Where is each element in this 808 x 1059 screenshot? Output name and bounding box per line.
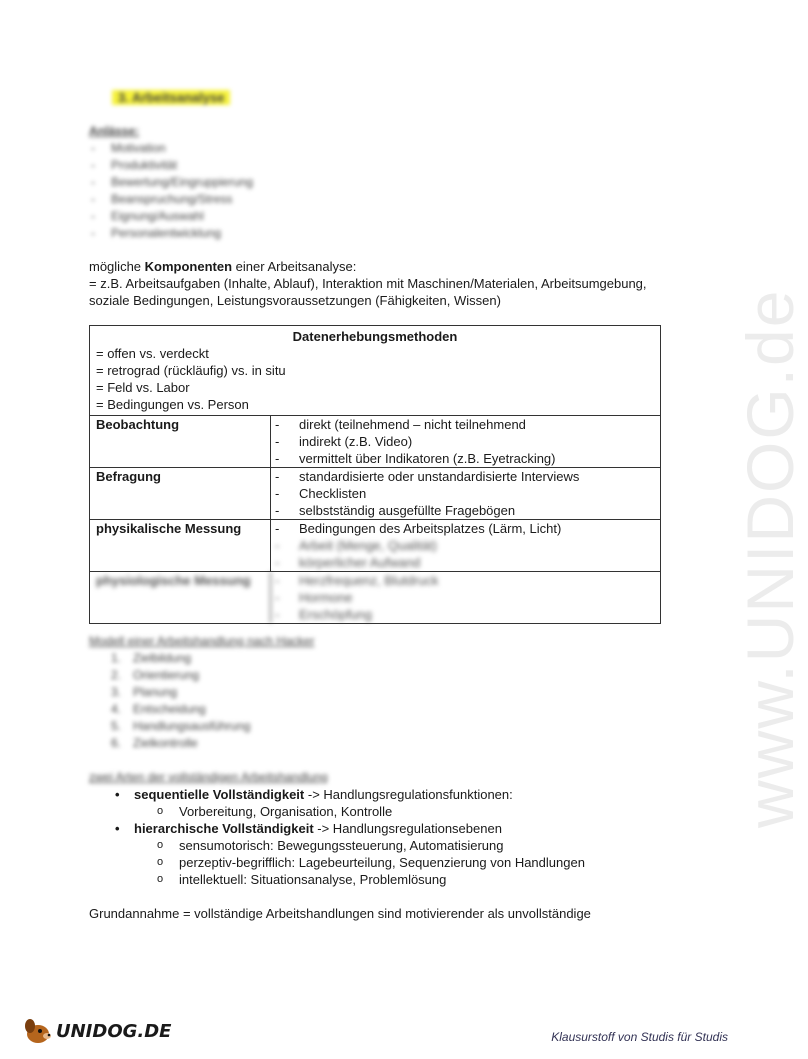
komponenten-line2: = z.B. Arbeitsaufgaben (Inhalte, Ablauf), Interaktion mit Maschinen/Materialen, Arbeitsumgebung,: [89, 276, 647, 291]
dog-icon: [22, 1016, 54, 1046]
watermark: www.UNIDOG.de: [733, 288, 807, 828]
method-cell: Befragung: [90, 468, 271, 519]
method-cell: physikalische Messung: [90, 520, 271, 571]
list-item: [89, 786, 709, 820]
details-cell: [271, 520, 660, 571]
komponenten-prefix: mögliche: [89, 259, 145, 274]
details-cell: [271, 416, 660, 467]
table-row: [90, 572, 660, 623]
item-bold: sequentielle Vollständigkeit: [134, 787, 305, 802]
list-item: 6. Zielkontrolle: [111, 736, 198, 750]
detail-item: - Herzfrequenz, Blutdruck: [277, 572, 654, 589]
section-heading: [112, 90, 230, 105]
list-item: - Bewertung/Eingruppierung: [89, 174, 389, 191]
details-cell: [271, 572, 660, 623]
method-cell: Beobachtung: [90, 416, 271, 467]
komponenten-line3: soziale Bedingungen, Leistungsvoraussetzungen (Fähigkeiten, Wissen): [89, 293, 501, 308]
list-item: - Produktivität: [89, 157, 389, 174]
komponenten-paragraph: [89, 258, 689, 309]
table-row: [90, 520, 660, 572]
detail-item: - Arbeit (Menge, Qualität): [277, 537, 654, 554]
table-note: = retrograd (rückläufig) vs. in situ: [96, 363, 286, 378]
detail-item: - körperlicher Aufwand: [277, 554, 654, 571]
step-text: Orientierung: [133, 668, 200, 682]
list-item: - Motivation: [89, 140, 389, 157]
detail-item: - selbstständig ausgefüllte Fragebögen: [277, 502, 654, 519]
list-item: - Personalentwicklung: [89, 225, 389, 242]
sub-item: o perzeptiv-begrifflich: Lagebeurteilung, Sequenzierung von Handlungen: [134, 854, 709, 871]
table-row: [90, 416, 660, 468]
list-item: - Beanspruchung/Stress: [89, 191, 389, 208]
item-rest: -> Handlungsregulationsfunktionen:: [304, 787, 513, 802]
table-title: Datenerhebungsmethoden: [292, 329, 458, 344]
vollstaendig-title: zwei Arten der vollständigen Arbeitshandlung: [89, 770, 328, 784]
datenerhebung-table: [89, 325, 661, 624]
step-text: Handlungsausführung: [133, 719, 251, 733]
table-note: = offen vs. verdeckt: [96, 346, 209, 361]
list-item: 1. Zielbildung: [111, 651, 192, 665]
step-text: Planung: [133, 685, 178, 699]
anlaesse-block: [89, 123, 389, 242]
details-cell: [271, 468, 660, 519]
step-text: Entscheidung: [133, 702, 206, 716]
detail-item: - Hormone: [277, 589, 654, 606]
table-note: = Feld vs. Labor: [96, 380, 190, 395]
list-item: 3. Planung: [111, 685, 178, 699]
heading-text: 3. Arbeitsanalyse: [112, 90, 230, 105]
list-item: 2. Orientierung: [111, 668, 200, 682]
grundannahme: Grundannahme = vollständige Arbeitshandlungen sind motivierender als unvollständige: [89, 906, 591, 921]
list-item: 5. Handlungsausführung: [111, 719, 251, 733]
detail-item: - Bedingungen des Arbeitsplatzes (Lärm, Licht): [277, 520, 654, 537]
table-note: = Bedingungen vs. Person: [96, 397, 249, 412]
method-cell: physiologische Messung: [90, 572, 271, 623]
detail-item: - direkt (teilnehmend – nicht teilnehmend: [277, 416, 654, 433]
komponenten-suffix: einer Arbeitsanalyse:: [232, 259, 357, 274]
list-item: 4. Entscheidung: [111, 702, 206, 716]
modell-title: Modell einer Arbeitshandlung nach Hacker: [89, 634, 315, 648]
table-row: [90, 468, 660, 520]
detail-item: - indirekt (z.B. Video): [277, 433, 654, 450]
detail-item: - Checklisten: [277, 485, 654, 502]
list-item: - Eignung/Auswahl: [89, 208, 389, 225]
logo-text: UNIDOG.DE: [56, 1020, 172, 1042]
komponenten-line1: [89, 258, 689, 275]
step-text: Zielkontrolle: [133, 736, 198, 750]
item-bold: hierarchische Vollständigkeit: [134, 821, 314, 836]
detail-item: - Erschöpfung: [277, 606, 654, 623]
vollstaendig-list: [89, 786, 709, 888]
sub-item: o sensumotorisch: Bewegungssteuerung, Automatisierung: [134, 837, 709, 854]
sub-item: o intellektuell: Situationsanalyse, Problemlösung: [134, 871, 709, 888]
anlaesse-title: Anlässe:: [89, 124, 140, 138]
detail-item: - vermittelt über Indikatoren (z.B. Eyetracking): [277, 450, 654, 467]
footer-slogan: Klausurstoff von Studis für Studis: [551, 1030, 728, 1044]
item-rest: -> Handlungsregulationsebenen: [313, 821, 502, 836]
modell-block: [89, 633, 409, 752]
komponenten-bold: Komponenten: [144, 259, 233, 274]
sub-item: o Vorbereitung, Organisation, Kontrolle: [134, 803, 709, 820]
unidog-logo: [22, 1016, 171, 1046]
step-text: Zielbildung: [133, 651, 192, 665]
table-header: [90, 326, 660, 416]
list-item: [89, 820, 709, 888]
detail-item: - standardisierte oder unstandardisierte Interviews: [277, 468, 654, 485]
